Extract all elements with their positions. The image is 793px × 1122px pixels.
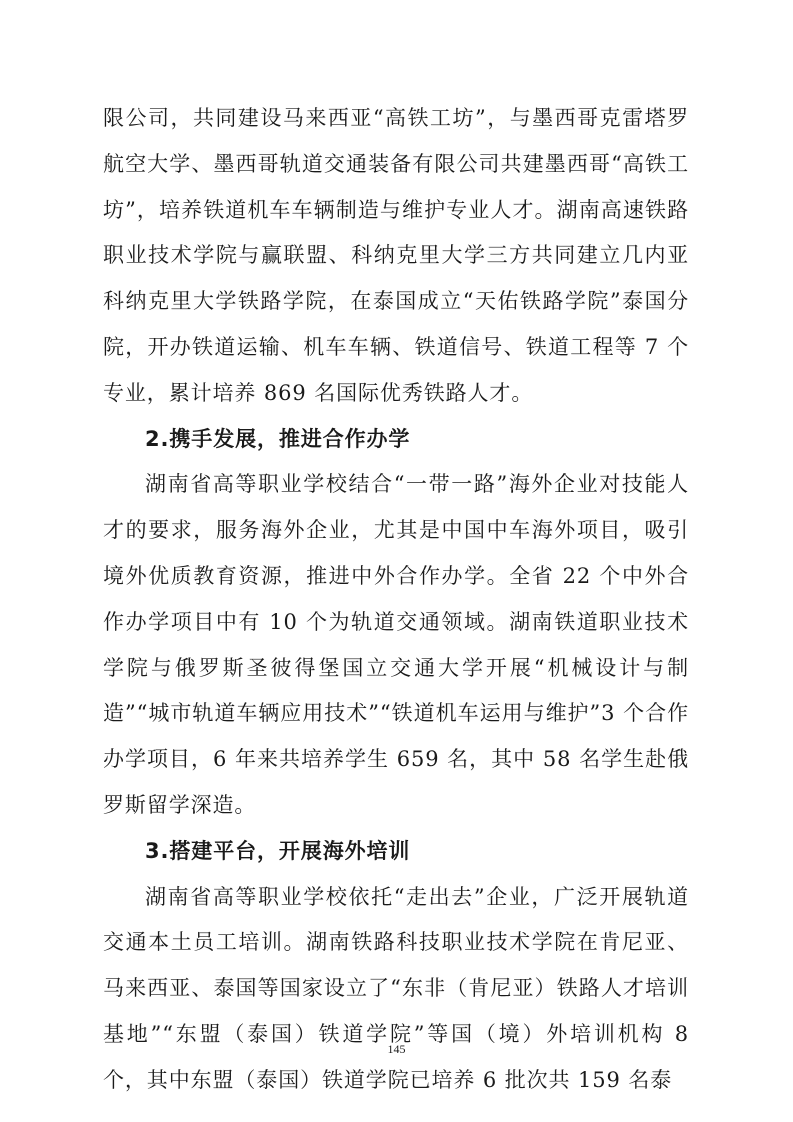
page-number: 145 bbox=[387, 1042, 406, 1056]
page-body bbox=[103, 96, 689, 1104]
paragraph-continuation: 限公司，共同建设马来西亚“高铁工坊”，与墨西哥克雷塔罗航空大学、墨西哥轨道交通装备有限公司共建墨西哥“高铁工坊”，培养铁道机车车辆制造与维护专业人才。湖南高速铁路职业技术学院与赢联盟、科纳克里大学三方共同建立几内亚科纳克里大学铁路学院，在泰国成立“天佑铁路学院”泰国分院，开办铁道运输、机车车辆、铁道信号、铁道工程等 7 个专业，累计培养 869 名国际优秀铁路人才。 bbox=[103, 106, 689, 405]
section-heading-2: 2.携手发展，推进合作办学 bbox=[145, 426, 411, 451]
paragraph-cooperative-education: 湖南省高等职业学校结合“一带一路”海外企业对技能人才的要求，服务海外企业，尤其是中国中车海外项目，吸引境外优质教育资源，推进中外合作办学。全省 22 个中外合作办学项目中有 10 个为轨道交通领域。湖南铁道职业技术学院与俄罗斯圣彼得堡国立交通大学开展“机械设计与制造”“城市轨道车辆应用技术”“铁道机车运用与维护”3 个合作办学项目，6 年来共培养学生 659 名，其中 58 名学生赴俄罗斯留学深造。 bbox=[103, 472, 689, 817]
paragraph-overseas-training: 湖南省高等职业学校依托“走出去”企业，广泛开展轨道交通本土员工培训。湖南铁路科技职业技术学院在肯尼亚、马来西亚、泰国等国家设立了“东非（肯尼亚）铁路人才培训基地”“东盟（泰国）铁道学院”等国（境）外培训机构 8 个，其中东盟（泰国）铁道学院已培养 6 批次共 159 名泰 bbox=[103, 884, 689, 1092]
section-heading-3: 3.搭建平台，开展海外培训 bbox=[145, 838, 411, 863]
